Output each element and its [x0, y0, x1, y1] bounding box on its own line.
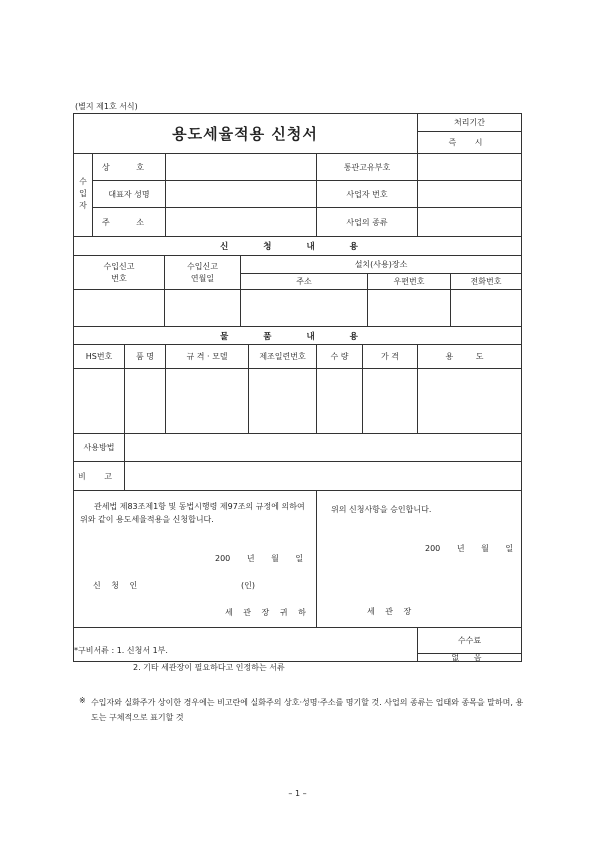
- application-details-band: 신 청 내 용: [220, 242, 374, 252]
- spec-model-header: 규 격 · 모델: [186, 352, 228, 361]
- price-field[interactable]: [363, 369, 417, 433]
- goods-details-band: 물 품 내 용: [220, 331, 374, 342]
- page-number: – 1 –: [288, 788, 307, 798]
- business-type-label: 사업의 종류: [346, 217, 388, 227]
- place-address-field[interactable]: [241, 290, 367, 326]
- attachments-item-2: 2. 기타 세관장이 필요하다고 인정하는 서류: [133, 663, 285, 672]
- customs-code-field[interactable]: [418, 154, 521, 180]
- quantity-header: 수 량: [330, 352, 349, 361]
- import-declaration-number-header: 수입신고 번호: [103, 261, 135, 283]
- representative-label: 대표자 성명: [108, 189, 150, 199]
- customs-code-label: 통관고유부호: [343, 162, 391, 172]
- price-header: 가 격: [381, 352, 399, 361]
- hs-code-field[interactable]: [74, 369, 124, 433]
- usage-method-field[interactable]: [125, 434, 521, 461]
- applicant-seal: (인): [241, 581, 255, 590]
- postal-code-field[interactable]: [368, 290, 450, 326]
- item-name-header: 품 명: [136, 352, 154, 361]
- declaration-text: 관세법 제83조제1항 및 동법시행령 제97조의 규정에 의하여 위와 같이 용도세율적용을 신청합니다.: [80, 502, 305, 524]
- footnote-text: 수입자와 실화주가 상이한 경우에는 비고란에 실화주의 상호·성명·주소를 명기할 것. 사업의 종류는 업태와 종목을 말하며, 용도는 구체적으로 표기할 것: [91, 698, 524, 722]
- address-field[interactable]: [166, 208, 316, 236]
- processing-period-value: 즉 시: [448, 138, 491, 147]
- attachments-item-1: *구비서류 : 1. 신청서 1부.: [74, 646, 168, 655]
- processing-period-label: 처리기간: [454, 118, 485, 127]
- form-title: 용도세율적용 신청서: [172, 125, 318, 143]
- usage-method-label: 사용방법: [83, 443, 115, 452]
- phone-field[interactable]: [451, 290, 521, 326]
- purpose-field[interactable]: [418, 369, 521, 433]
- business-type-field[interactable]: [418, 208, 521, 236]
- business-number-field[interactable]: [418, 181, 521, 207]
- importer-section-label: 수입자: [78, 177, 88, 213]
- representative-field[interactable]: [166, 181, 316, 207]
- hs-code-header: HS번호: [85, 352, 113, 361]
- serial-number-header: 제조일련번호: [259, 352, 306, 361]
- purpose-header: 용 도: [445, 352, 494, 361]
- installation-place-header: 설치(사용)장소: [354, 260, 408, 269]
- footnote-mark: ※: [79, 696, 86, 705]
- remarks-field[interactable]: [125, 462, 521, 490]
- fee-label: 수수료: [457, 636, 482, 645]
- fee-value: 없 음: [451, 653, 488, 662]
- import-declaration-date-header: 수입신고 연월일: [187, 261, 218, 283]
- serial-number-field[interactable]: [249, 369, 316, 433]
- remarks-label: 비 고: [78, 471, 120, 481]
- declaration-date: 200 년 월 일: [215, 554, 304, 563]
- trade-name-label: 상 호: [102, 162, 156, 172]
- place-address-header: 주소: [296, 277, 312, 286]
- postal-code-header: 우편번호: [393, 277, 425, 286]
- applicant-label: 신 청 인: [93, 581, 142, 590]
- import-declaration-number-field[interactable]: [74, 290, 164, 326]
- approval-text: 위의 신청사항을 승인합니다.: [331, 505, 432, 514]
- approval-date: 200 년 월 일: [425, 544, 514, 553]
- import-declaration-date-field[interactable]: [165, 290, 240, 326]
- applicant-field[interactable]: [150, 577, 235, 591]
- quantity-field[interactable]: [317, 369, 362, 433]
- business-number-label: 사업자 번호: [346, 189, 388, 199]
- addressee: 세 관 장 귀 하: [225, 608, 310, 617]
- form-reference: (별지 제1호 서식): [75, 102, 138, 111]
- trade-name-field[interactable]: [166, 154, 316, 180]
- address-label: 주 소: [102, 217, 156, 227]
- item-name-field[interactable]: [125, 369, 165, 433]
- spec-model-field[interactable]: [166, 369, 248, 433]
- approval-signer: 세 관 장: [367, 607, 416, 616]
- phone-header: 전화번호: [470, 277, 502, 286]
